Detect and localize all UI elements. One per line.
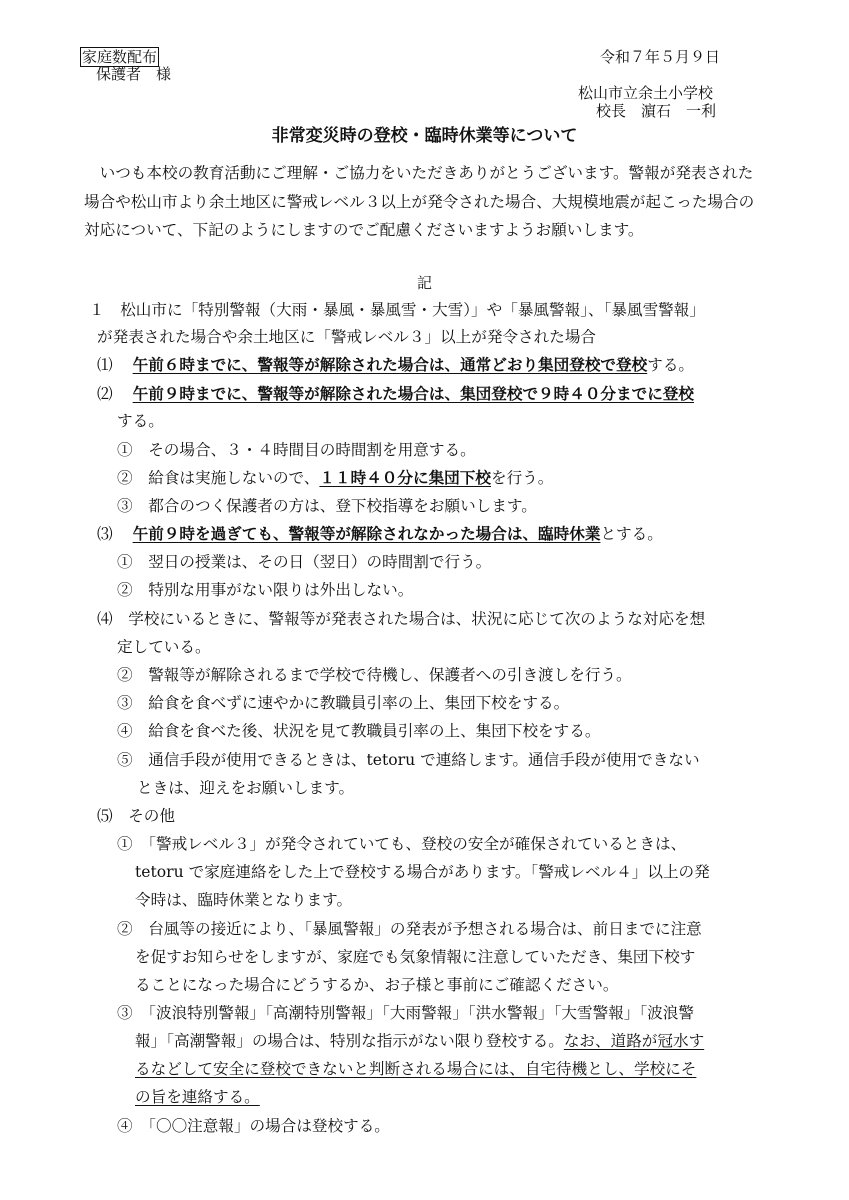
sub5-heading: ⑸ その他	[97, 807, 175, 825]
sub5-item2-line2: を促すお知らせをしますが、家庭でも気象情報に注意していただき、集団下校す	[135, 948, 696, 966]
principal-name: 校長 濵石 一利	[596, 102, 717, 120]
sub2-item2-tail: を行う。	[490, 469, 554, 487]
sub5-item4: ④ 「〇〇注意報」の場合は登校する。	[117, 1117, 390, 1135]
sub5-item3-line4-underlined: の旨を連絡する。	[135, 1088, 260, 1106]
sub5-item3-line3	[135, 1059, 696, 1079]
sub2-item2-head: ② 給食は実施しないので、	[117, 469, 320, 487]
sub2-item2	[117, 468, 553, 488]
section1-line1: １ 松山市に「特別警報（大雨・暴風・暴風雪・大雪）」や「暴風警報」、「暴風雪警報」	[89, 301, 705, 319]
sub5-item3-line2-plain: 報」「高潮警報」の場合は、特別な指示がない限り登校する。	[135, 1032, 564, 1050]
sub4-item3: ③ 給食を食べずに速やかに教職員引率の上、集団下校をする。	[117, 694, 570, 712]
sub5-item2-line3: ることになった場合にどうするか、お子様と事前にご確認ください。	[135, 976, 619, 994]
sub4-item2: ② 警報等が解除されるまで学校で待機し、保護者への引き渡しを行う。	[117, 666, 632, 684]
sub4-item4: ④ 給食を食べた後、状況を見て教職員引率の上、集団下校をする。	[117, 722, 601, 740]
distribution-label: 家庭数配布	[82, 48, 158, 66]
sub3-number: ⑶	[97, 525, 113, 543]
sub5-item1-line3: 令時は、臨時休業となります。	[135, 891, 353, 909]
sub2-number: ⑵	[97, 385, 113, 403]
sub5-item3-line3-underlined: るなどして安全に登校できないと判断される場合には、自宅待機とし、学校にそ	[135, 1060, 697, 1078]
document-title: 非常変災時の登校・臨時休業等について	[271, 126, 578, 146]
sub5-item3-line2	[135, 1031, 704, 1051]
sub3-item2: ② 特別な用事がない限りは外出しない。	[117, 581, 414, 599]
section1-line2: が発表された場合や余土地区に「警戒レベル３」以上が発令された場合	[97, 328, 597, 346]
sub3-tail: とする。	[600, 525, 663, 543]
sub5-item1-line1: ① 「警戒レベル３」が発令されていても、登校の安全が確保されているときは、	[117, 835, 687, 853]
sub1	[97, 355, 694, 375]
sub5-item3-line4	[135, 1087, 260, 1107]
intro-paragraph: いつも本校の教育活動にご理解・ご協力をいただきありがとうございます。警報が発表された場合や松山市より余土地区に警戒レベル３以上が発令された場合、大規模地震が起こった場合の対応について、下記のようにしますのでご配慮くださいますようお願いします。	[84, 164, 755, 239]
issue-date: 令和７年５月９日	[600, 48, 721, 66]
sub1-number: ⑴	[97, 356, 113, 374]
sub2	[97, 384, 694, 404]
sub2-item1: ① その場合、３・４時間目の時間割を用意する。	[117, 441, 476, 459]
sub2-item3: ③ 都合のつく保護者の方は、登下校指導をお願いします。	[117, 497, 537, 515]
sub2-item2-emphasis: １１時４０分に集団下校	[319, 468, 491, 487]
sub1-tail: する。	[647, 356, 695, 374]
school-name: 松山市立余土小学校	[578, 84, 714, 102]
sub4-line2: 定している。	[117, 638, 211, 656]
sub4-item5-line2: ときは、迎えをお願いします。	[137, 779, 355, 797]
sub3	[97, 524, 663, 544]
sub5-item2-line1: ② 台風等の接近により、「暴風警報」の発表が予想される場合は、前日までに注意	[117, 920, 702, 938]
sub2-emphasis: 午前９時までに、警報等が解除された場合は、集団登校で９時４０分までに登校	[132, 384, 694, 403]
sub5-item3-line2-underlined: なお、道路が冠水す	[563, 1032, 705, 1050]
sub2-continuation: する。	[117, 412, 164, 430]
sub5-item3-line1: ③ 「波浪特別警報」「高潮特別警報」「大雨警報」「洪水警報」「大雪警報」「波浪警	[117, 1004, 694, 1022]
recipient: 保護者 様	[96, 65, 172, 83]
sub3-item1: ① 翌日の授業は、その日（翌日）の時間割で行う。	[117, 553, 492, 571]
sub4-line1: ⑷ 学校にいるときに、警報等が発表された場合は、状況に応じて次のような対応を想	[97, 610, 706, 628]
ki-heading: 記	[416, 274, 432, 292]
sub1-emphasis: 午前６時までに、警報等が解除された場合は、通常どおり集団登校で登校	[132, 355, 648, 374]
sub3-emphasis: 午前９時を過ぎても、警報等が解除されなかった場合は、臨時休業	[132, 524, 601, 543]
sub4-item5-line1: ⑤ 通信手段が使用できるときは、tetoru で連絡します。通信手段が使用できない	[117, 751, 700, 769]
sub5-item1-line2: tetoru で家庭連絡をした上で登校する場合があります。「警戒レベル４」以上の発	[135, 863, 710, 881]
